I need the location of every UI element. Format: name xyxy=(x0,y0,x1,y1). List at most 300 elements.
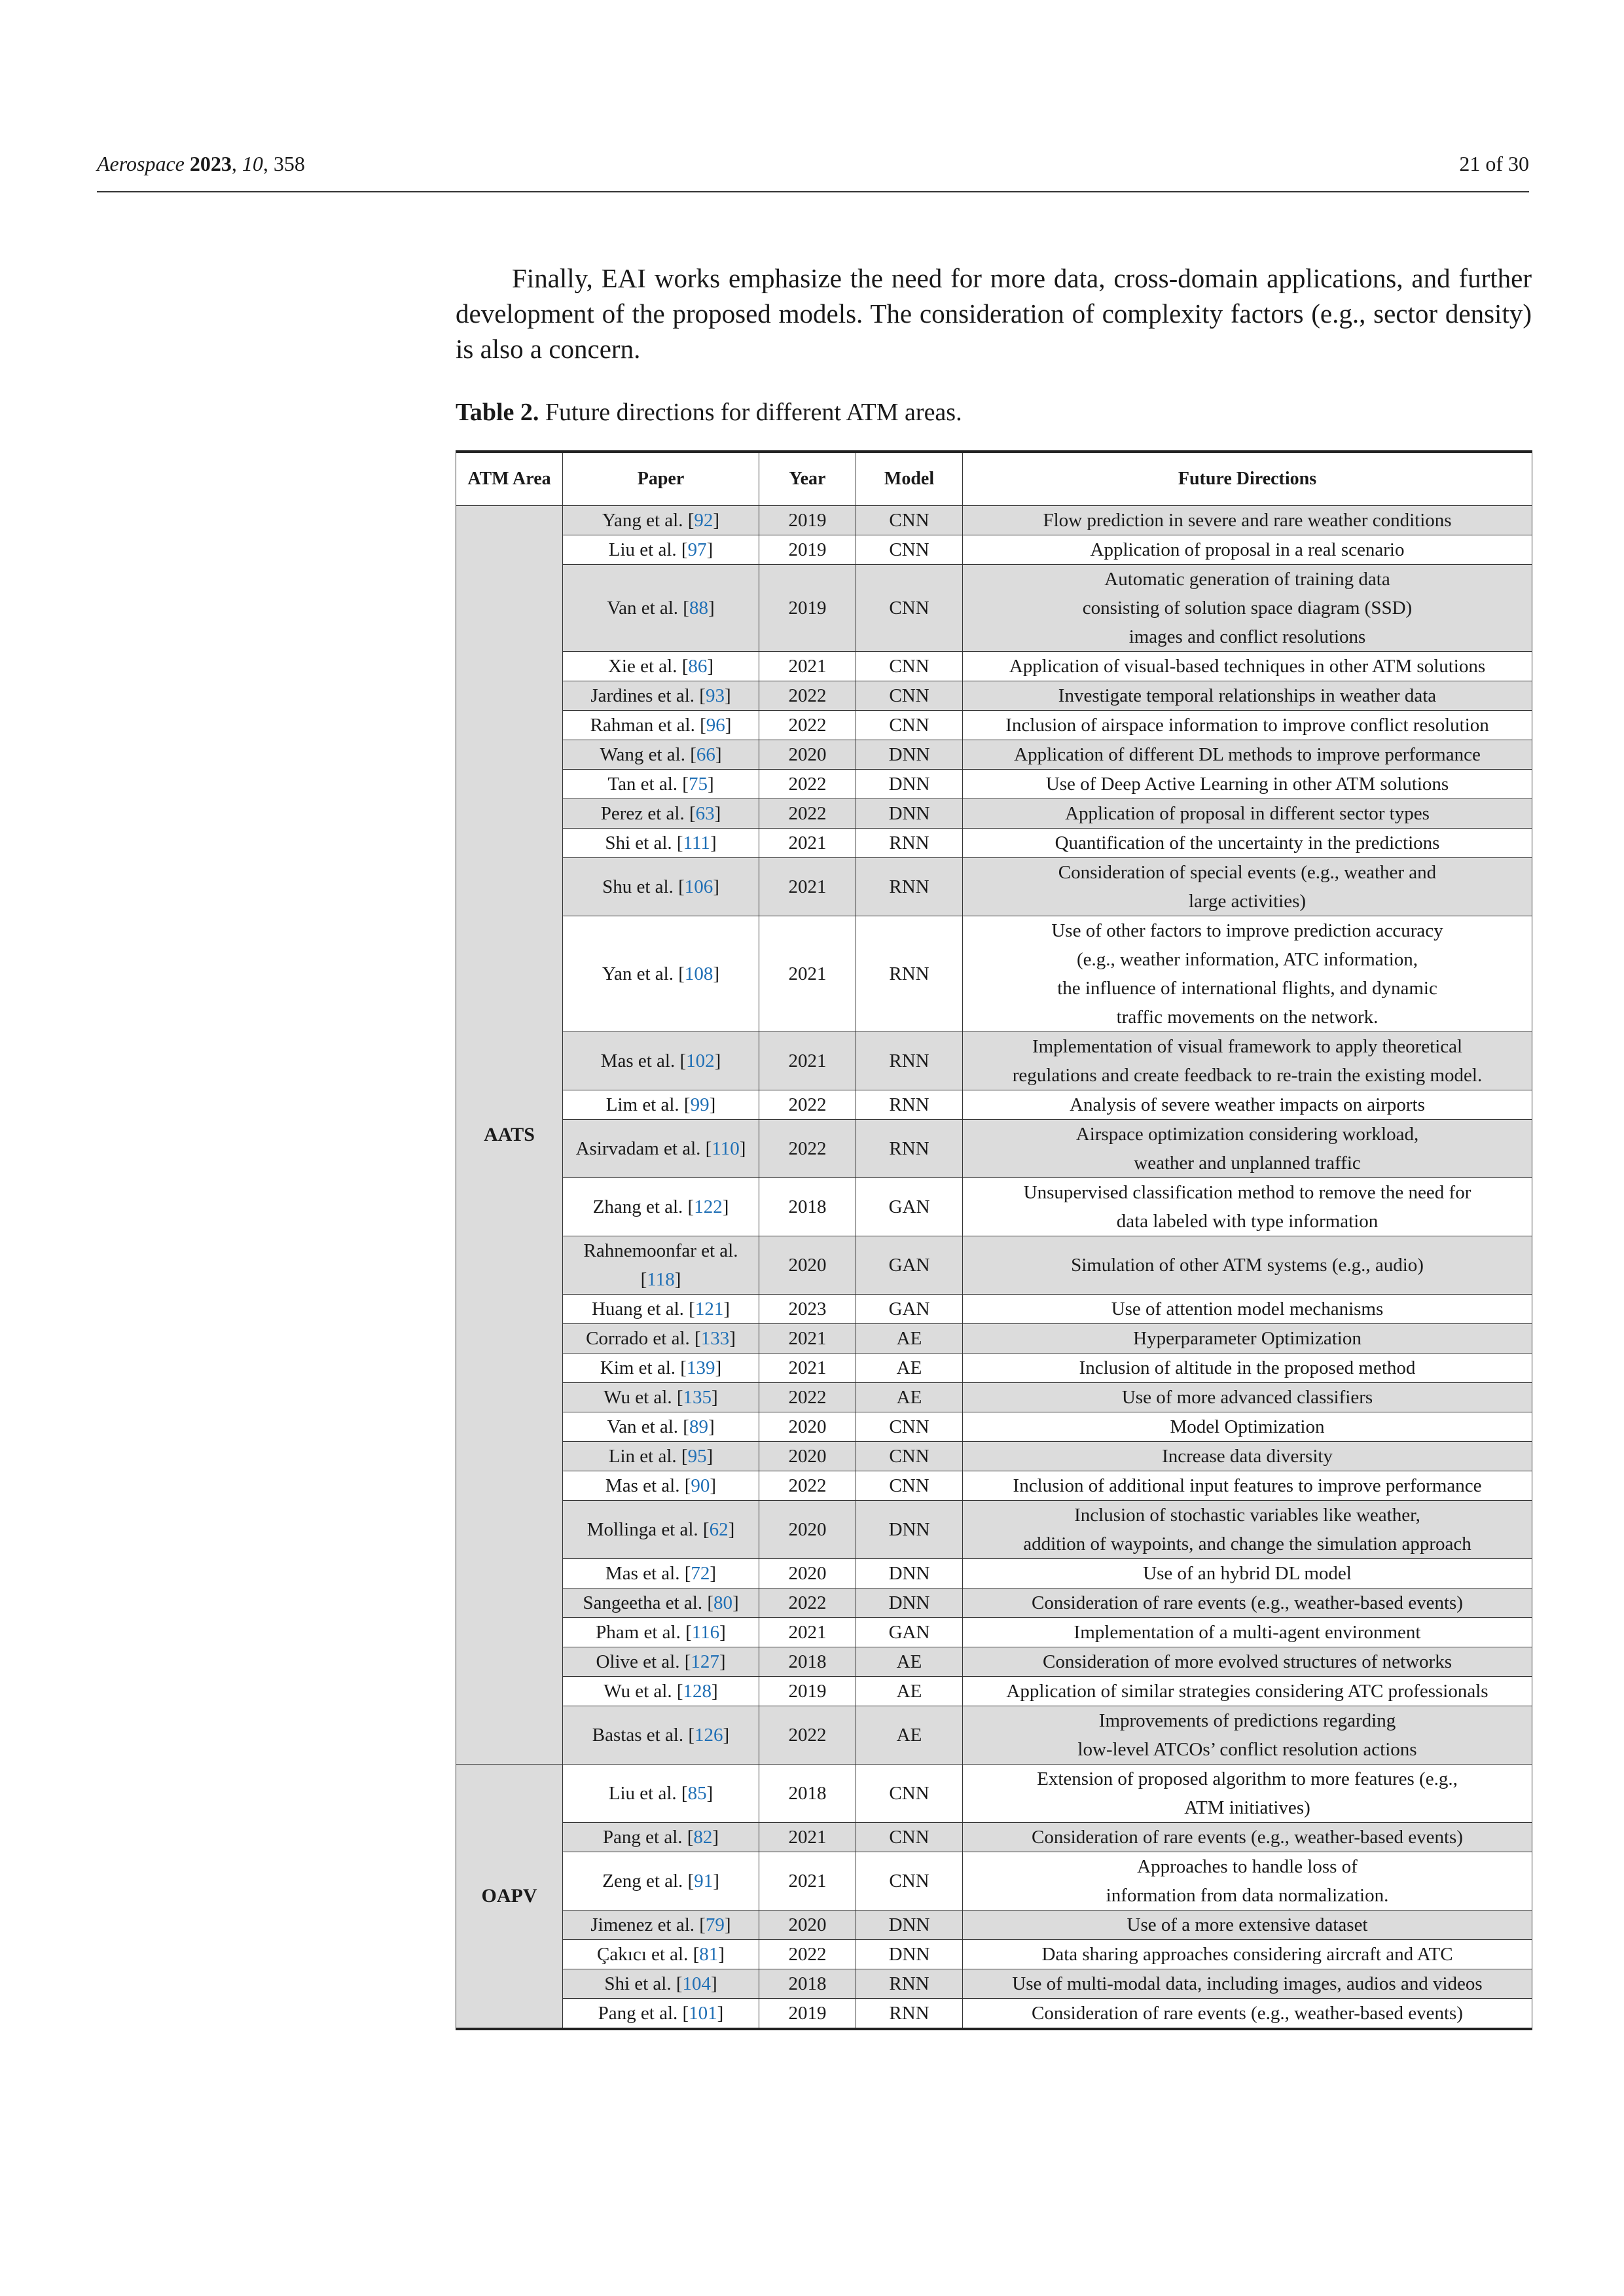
table-row xyxy=(456,1647,1532,1677)
year-cell: 2022 xyxy=(759,1383,856,1412)
citation-link[interactable]: 127 xyxy=(691,1651,719,1672)
paper-cell xyxy=(563,1090,759,1120)
paper-author: Shi et al. [ xyxy=(605,833,683,853)
header-model: Model xyxy=(856,452,963,506)
future-direction-cell xyxy=(963,1324,1532,1354)
paper-author: Corrado et al. [ xyxy=(586,1328,701,1349)
model-cell: GAN xyxy=(856,1178,963,1236)
future-direction-cell xyxy=(963,799,1532,829)
citation-bracket: ] xyxy=(724,1914,731,1935)
atm-area-cell: AATS xyxy=(456,506,563,1765)
table-row xyxy=(456,1032,1532,1090)
model-cell: AE xyxy=(856,1383,963,1412)
paper-cell xyxy=(563,1706,759,1765)
citation-bracket: ] xyxy=(719,1622,726,1643)
table-row xyxy=(456,1940,1532,1969)
paper-cell xyxy=(563,829,759,858)
future-direction-cell xyxy=(963,1383,1532,1412)
citation-link[interactable]: 135 xyxy=(683,1387,712,1408)
future-direction-line: Use of more advanced classifiers xyxy=(1121,1387,1373,1408)
paper-cell xyxy=(563,1677,759,1706)
year-cell: 2019 xyxy=(759,1677,856,1706)
paper-author: Liu et al. [ xyxy=(608,1783,688,1804)
paper-cell xyxy=(563,1178,759,1236)
model-cell: GAN xyxy=(856,1295,963,1324)
future-direction-line: (e.g., weather information, ATC information, xyxy=(1076,949,1418,970)
article-number: 358 xyxy=(273,152,305,175)
model-cell: GAN xyxy=(856,1236,963,1295)
paper-author: Yang et al. [ xyxy=(602,510,695,531)
future-direction-cell xyxy=(963,506,1532,535)
table-row xyxy=(456,1588,1532,1618)
future-direction-cell xyxy=(963,1090,1532,1120)
future-direction-cell xyxy=(963,1852,1532,1910)
future-direction-line: Use of an hybrid DL model xyxy=(1143,1563,1352,1584)
journal-year: 2023 xyxy=(189,152,232,175)
year-cell: 2021 xyxy=(759,1618,856,1647)
citation-link[interactable]: 121 xyxy=(695,1299,724,1319)
citation-bracket: ] xyxy=(715,744,722,765)
model-cell: CNN xyxy=(856,565,963,652)
header-atm-area: ATM Area xyxy=(456,452,563,506)
paper-cell xyxy=(563,652,759,681)
citation-link[interactable]: 116 xyxy=(691,1622,720,1643)
model-cell: AE xyxy=(856,1706,963,1765)
table-caption xyxy=(456,398,962,427)
paper-author: Liu et al. [ xyxy=(608,539,688,560)
citation-link[interactable]: 126 xyxy=(695,1725,723,1746)
paper-cell xyxy=(563,1032,759,1090)
future-direction-line: Use of other factors to improve prediction accuracy xyxy=(1051,920,1443,941)
future-direction-line: the influence of international flights, and dynamic xyxy=(1057,978,1437,999)
paper-author: Mas et al. [ xyxy=(605,1475,691,1496)
citation-link[interactable]: 89 xyxy=(689,1416,708,1437)
citation-bracket: ] xyxy=(712,1387,718,1408)
future-direction-cell xyxy=(963,1999,1532,2030)
paper-cell xyxy=(563,1354,759,1383)
paper-author: Van et al. [ xyxy=(607,598,689,619)
paper-author: Wang et al. [ xyxy=(600,744,696,765)
year-cell: 2022 xyxy=(759,1120,856,1178)
citation-link[interactable]: 133 xyxy=(700,1328,730,1349)
future-direction-cell xyxy=(963,1969,1532,1999)
citation-link[interactable]: 75 xyxy=(688,774,708,795)
table-row xyxy=(456,1295,1532,1324)
citation-link[interactable]: 86 xyxy=(688,656,708,677)
table-row xyxy=(456,1677,1532,1706)
paper-cell xyxy=(563,858,759,916)
year-cell: 2021 xyxy=(759,1354,856,1383)
year-cell: 2022 xyxy=(759,1706,856,1765)
paper-author: Mollinga et al. [ xyxy=(586,1519,710,1540)
future-direction-cell xyxy=(963,1120,1532,1178)
paper-author: Van et al. [ xyxy=(607,1416,689,1437)
citation-bracket: ] xyxy=(713,510,720,531)
citation-bracket: ] xyxy=(706,539,713,560)
future-direction-line: Use of multi-modal data, including images, audios and videos xyxy=(1012,1973,1483,1994)
paper-author: Bastas et al. [ xyxy=(592,1725,695,1746)
table-row xyxy=(456,1090,1532,1120)
model-cell: DNN xyxy=(856,770,963,799)
page-header xyxy=(97,149,1529,192)
future-direction-cell xyxy=(963,1823,1532,1852)
future-direction-cell xyxy=(963,1910,1532,1940)
table-row xyxy=(456,1501,1532,1559)
table-row xyxy=(456,1442,1532,1471)
table-row xyxy=(456,1910,1532,1940)
citation-link[interactable]: 139 xyxy=(686,1357,715,1378)
paper-author: Tan et al. [ xyxy=(607,774,689,795)
future-direction-cell xyxy=(963,1618,1532,1647)
citation-bracket: ] xyxy=(713,876,719,897)
future-direction-cell xyxy=(963,1032,1532,1090)
paper-cell xyxy=(563,799,759,829)
year-cell: 2021 xyxy=(759,858,856,916)
future-direction-line: Use of Deep Active Learning in other ATM solutions xyxy=(1045,774,1449,795)
header-future-directions: Future Directions xyxy=(963,452,1532,506)
future-direction-line: addition of waypoints, and change the simulation approach xyxy=(1023,1534,1471,1554)
model-cell: RNN xyxy=(856,1032,963,1090)
model-cell: RNN xyxy=(856,829,963,858)
page-number: 21 of 30 xyxy=(1459,152,1529,175)
citation-bracket: ] xyxy=(722,1196,729,1217)
table-row xyxy=(456,829,1532,858)
table-row xyxy=(456,1999,1532,2030)
table-row xyxy=(456,858,1532,916)
model-cell: AE xyxy=(856,1647,963,1677)
table-row xyxy=(456,1471,1532,1501)
future-direction-cell xyxy=(963,711,1532,740)
year-cell: 2021 xyxy=(759,916,856,1032)
future-direction-line: Application of proposal in different sector types xyxy=(1065,803,1430,824)
citation-bracket: ] xyxy=(713,963,720,984)
future-direction-line: Consideration of more evolved structures of networks xyxy=(1043,1651,1452,1672)
citation-link[interactable]: 82 xyxy=(693,1827,713,1848)
future-direction-line: Hyperparameter Optimization xyxy=(1133,1328,1362,1349)
paper-author: Mas et al. [ xyxy=(605,1563,691,1584)
year-cell: 2020 xyxy=(759,740,856,770)
model-cell: RNN xyxy=(856,1120,963,1178)
future-directions-table xyxy=(456,450,1532,2030)
year-cell: 2018 xyxy=(759,1178,856,1236)
paper-author: Asirvadam et al. [ xyxy=(575,1138,712,1159)
citation-link[interactable]: 79 xyxy=(705,1914,725,1935)
future-direction-line: Increase data diversity xyxy=(1162,1446,1333,1467)
journal-volume: 10 xyxy=(242,152,263,175)
model-cell: DNN xyxy=(856,1559,963,1588)
future-direction-cell xyxy=(963,1236,1532,1295)
citation-bracket: ] xyxy=(710,1475,717,1496)
table-row xyxy=(456,1383,1532,1412)
year-cell: 2023 xyxy=(759,1295,856,1324)
paper-cell xyxy=(563,1969,759,1999)
future-direction-line: Inclusion of stochastic variables like weather, xyxy=(1074,1505,1420,1526)
citation-link[interactable]: 85 xyxy=(687,1783,707,1804)
citation-link[interactable]: 95 xyxy=(687,1446,707,1467)
future-direction-line: ATM initiatives) xyxy=(1184,1797,1310,1818)
year-cell: 2019 xyxy=(759,535,856,565)
model-cell: CNN xyxy=(856,1412,963,1442)
future-direction-line: consisting of solution space diagram (SSD) xyxy=(1082,598,1413,619)
citation-bracket: ] xyxy=(723,1299,730,1319)
citation-link[interactable]: 118 xyxy=(647,1269,675,1290)
paper-cell xyxy=(563,1412,759,1442)
table-header-row xyxy=(456,452,1532,506)
future-direction-line: Automatic generation of training data xyxy=(1104,569,1390,590)
future-direction-cell xyxy=(963,535,1532,565)
paper-author: Yan et al. [ xyxy=(602,963,685,984)
model-cell: DNN xyxy=(856,1501,963,1559)
table-row xyxy=(456,1852,1532,1910)
future-direction-line: Consideration of special events (e.g., weather and xyxy=(1058,862,1437,883)
future-direction-line: Data sharing approaches considering aircraft and ATC xyxy=(1041,1944,1453,1965)
table-row xyxy=(456,916,1532,1032)
paper-cell xyxy=(563,1940,759,1969)
citation-link[interactable]: 92 xyxy=(694,510,713,531)
paper-author: Shu et al. [ xyxy=(602,876,685,897)
future-direction-line: Consideration of rare events (e.g., weather-based events) xyxy=(1032,2003,1463,2024)
citation-bracket: ] xyxy=(707,656,714,677)
citation-bracket: ] xyxy=(724,685,731,706)
future-direction-cell xyxy=(963,1501,1532,1559)
future-direction-line: Improvements of predictions regarding xyxy=(1098,1710,1396,1731)
table-row xyxy=(456,1412,1532,1442)
model-cell: CNN xyxy=(856,1442,963,1471)
model-cell: CNN xyxy=(856,681,963,711)
future-direction-cell xyxy=(963,652,1532,681)
paper-author: Olive et al. [ xyxy=(596,1651,691,1672)
future-direction-cell xyxy=(963,565,1532,652)
paper-author: Zhang et al. [ xyxy=(592,1196,695,1217)
paper-cell xyxy=(563,1120,759,1178)
future-direction-line: Investigate temporal relationships in weather data xyxy=(1058,685,1437,706)
model-cell: DNN xyxy=(856,1588,963,1618)
table-row xyxy=(456,740,1532,770)
future-direction-line: Use of a more extensive dataset xyxy=(1127,1914,1368,1935)
future-direction-cell xyxy=(963,1765,1532,1823)
future-direction-line: Inclusion of additional input features to improve performance xyxy=(1013,1475,1482,1496)
year-cell: 2022 xyxy=(759,711,856,740)
paper-author: Lim et al. [ xyxy=(605,1094,691,1115)
year-cell: 2020 xyxy=(759,1236,856,1295)
paper-author: Huang et al. [ xyxy=(591,1299,695,1319)
year-cell: 2021 xyxy=(759,1823,856,1852)
paper-cell xyxy=(563,535,759,565)
citation-bracket: ] xyxy=(707,774,714,795)
future-direction-line: Application of different DL methods to improve performance xyxy=(1014,744,1481,765)
future-direction-line: Implementation of a multi-agent environment xyxy=(1074,1622,1421,1643)
paper-cell xyxy=(563,1999,759,2030)
citation-link[interactable]: 66 xyxy=(696,744,715,765)
citation-bracket: ] xyxy=(709,1094,716,1115)
citation-link[interactable]: 93 xyxy=(705,685,725,706)
table-row xyxy=(456,1354,1532,1383)
model-cell: RNN xyxy=(856,916,963,1032)
future-direction-line: Consideration of rare events (e.g., weather-based events) xyxy=(1032,1827,1463,1848)
table-row xyxy=(456,506,1532,535)
paper-cell xyxy=(563,1383,759,1412)
citation-bracket: ] xyxy=(674,1269,681,1290)
table-row xyxy=(456,1120,1532,1178)
paper-author: Xie et al. [ xyxy=(607,656,689,677)
year-cell: 2021 xyxy=(759,1852,856,1910)
future-direction-cell xyxy=(963,1412,1532,1442)
future-direction-cell xyxy=(963,1178,1532,1236)
model-cell: CNN xyxy=(856,506,963,535)
paper-cell xyxy=(563,1618,759,1647)
citation-link[interactable]: 128 xyxy=(683,1681,712,1702)
model-cell: CNN xyxy=(856,1471,963,1501)
paper-cell xyxy=(563,1295,759,1324)
paper-author: Sangeetha et al. [ xyxy=(583,1592,713,1613)
year-cell: 2021 xyxy=(759,1324,856,1354)
citation-bracket: ] xyxy=(710,1563,717,1584)
citation-link[interactable]: 72 xyxy=(691,1563,710,1584)
paper-cell xyxy=(563,1852,759,1910)
atm-area-cell: OAPV xyxy=(456,1765,563,2030)
citation-link[interactable]: 102 xyxy=(686,1050,715,1071)
citation-bracket: ] xyxy=(723,1725,730,1746)
future-direction-cell xyxy=(963,1647,1532,1677)
future-direction-cell xyxy=(963,1677,1532,1706)
future-direction-cell xyxy=(963,858,1532,916)
future-direction-line: weather and unplanned traffic xyxy=(1134,1153,1361,1174)
year-cell: 2019 xyxy=(759,506,856,535)
table-row xyxy=(456,1706,1532,1765)
citation-link[interactable]: 80 xyxy=(713,1592,732,1613)
paper-cell xyxy=(563,770,759,799)
future-direction-cell xyxy=(963,770,1532,799)
paper-author: Jardines et al. [ xyxy=(590,685,706,706)
model-cell: AE xyxy=(856,1354,963,1383)
year-cell: 2022 xyxy=(759,1090,856,1120)
year-cell: 2021 xyxy=(759,652,856,681)
citation-link[interactable]: 106 xyxy=(684,876,713,897)
future-direction-line: traffic movements on the network. xyxy=(1116,1007,1379,1028)
citation-link[interactable]: 90 xyxy=(691,1475,710,1496)
citation-bracket: ] xyxy=(729,1328,736,1349)
citation-link[interactable]: 91 xyxy=(694,1871,713,1892)
future-direction-cell xyxy=(963,829,1532,858)
future-direction-line: Analysis of severe weather impacts on airports xyxy=(1070,1094,1425,1115)
citation-bracket: ] xyxy=(739,1138,746,1159)
paper-cell xyxy=(563,1588,759,1618)
future-direction-line: Simulation of other ATM systems (e.g., audio) xyxy=(1071,1255,1424,1276)
paper-cell xyxy=(563,1823,759,1852)
year-cell: 2018 xyxy=(759,1647,856,1677)
future-direction-line: Implementation of visual framework to apply theoretical xyxy=(1032,1036,1463,1057)
paper-author: Çakıcı et al. [ xyxy=(597,1944,700,1965)
citation-link[interactable]: 111 xyxy=(683,833,710,853)
model-cell: RNN xyxy=(856,1999,963,2030)
future-direction-cell xyxy=(963,1354,1532,1383)
citation-bracket: ] xyxy=(712,1827,719,1848)
citation-link[interactable]: 122 xyxy=(694,1196,723,1217)
table-row xyxy=(456,1559,1532,1588)
year-cell: 2022 xyxy=(759,799,856,829)
future-direction-cell xyxy=(963,1588,1532,1618)
paper-cell xyxy=(563,1559,759,1588)
citation-link[interactable]: 108 xyxy=(684,963,713,984)
paper-author: Shi et al. [ xyxy=(604,1973,683,1994)
paper-author: Wu et al. [ xyxy=(604,1681,683,1702)
future-direction-cell xyxy=(963,916,1532,1032)
paper-cell xyxy=(563,1501,759,1559)
year-cell: 2022 xyxy=(759,1940,856,1969)
table-row xyxy=(456,565,1532,652)
paper-cell xyxy=(563,711,759,740)
paper-author: Kim et al. [ xyxy=(600,1357,687,1378)
year-cell: 2019 xyxy=(759,1999,856,2030)
paper-author: Lin et al. [ xyxy=(608,1446,688,1467)
future-direction-cell xyxy=(963,740,1532,770)
model-cell: RNN xyxy=(856,1969,963,1999)
citation-link[interactable]: 62 xyxy=(709,1519,729,1540)
paper-cell xyxy=(563,1910,759,1940)
paper-author: Rahnemoonfar et al. [ xyxy=(583,1240,738,1290)
model-cell: CNN xyxy=(856,1823,963,1852)
future-direction-cell xyxy=(963,1442,1532,1471)
future-direction-line: regulations and create feedback to re-train the existing model. xyxy=(1012,1065,1483,1086)
future-direction-line: Use of attention model mechanisms xyxy=(1111,1299,1384,1319)
citation-link[interactable]: 99 xyxy=(690,1094,710,1115)
citation-link[interactable]: 97 xyxy=(687,539,707,560)
paper-cell xyxy=(563,1442,759,1471)
table-row xyxy=(456,1618,1532,1647)
table-row xyxy=(456,1324,1532,1354)
table-row xyxy=(456,1765,1532,1823)
model-cell: AE xyxy=(856,1677,963,1706)
model-cell: DNN xyxy=(856,740,963,770)
future-direction-line: information from data normalization. xyxy=(1106,1885,1389,1906)
future-direction-line: Airspace optimization considering workload, xyxy=(1075,1124,1419,1145)
table-row xyxy=(456,1178,1532,1236)
paper-author: Pang et al. [ xyxy=(598,2003,689,2024)
future-direction-line: Inclusion of altitude in the proposed method xyxy=(1079,1357,1416,1378)
paper-cell xyxy=(563,1236,759,1295)
paper-author: Pang et al. [ xyxy=(602,1827,694,1848)
paper-cell xyxy=(563,1765,759,1823)
citation-link[interactable]: 101 xyxy=(689,2003,717,2024)
citation-link[interactable]: 96 xyxy=(706,715,725,736)
citation-link[interactable]: 63 xyxy=(695,803,715,824)
future-direction-line: Inclusion of airspace information to improve conflict resolution xyxy=(1005,715,1489,736)
year-cell: 2020 xyxy=(759,1559,856,1588)
table-row xyxy=(456,535,1532,565)
future-direction-cell xyxy=(963,681,1532,711)
journal-citation: Aerospace 2023, 10, 358 xyxy=(97,152,305,175)
citation-link[interactable]: 88 xyxy=(689,598,708,619)
citation-link[interactable]: 104 xyxy=(682,1973,712,1994)
future-direction-line: Model Optimization xyxy=(1170,1416,1325,1437)
model-cell: GAN xyxy=(856,1618,963,1647)
model-cell: RNN xyxy=(856,1090,963,1120)
future-direction-cell xyxy=(963,1940,1532,1969)
citation-bracket: ] xyxy=(714,803,721,824)
future-direction-line: Extension of proposed algorithm to more features (e.g., xyxy=(1037,1768,1458,1789)
caption-label: Table 2. xyxy=(456,399,539,426)
table-row xyxy=(456,652,1532,681)
citation-link[interactable]: 110 xyxy=(712,1138,740,1159)
citation-bracket: ] xyxy=(714,1050,721,1071)
citation-bracket: ] xyxy=(715,1357,722,1378)
header-year: Year xyxy=(759,452,856,506)
paper-author: Jimenez et al. [ xyxy=(590,1914,706,1935)
citation-link[interactable]: 81 xyxy=(699,1944,719,1965)
model-cell: CNN xyxy=(856,1852,963,1910)
paper-cell xyxy=(563,506,759,535)
citation-bracket: ] xyxy=(706,1783,713,1804)
